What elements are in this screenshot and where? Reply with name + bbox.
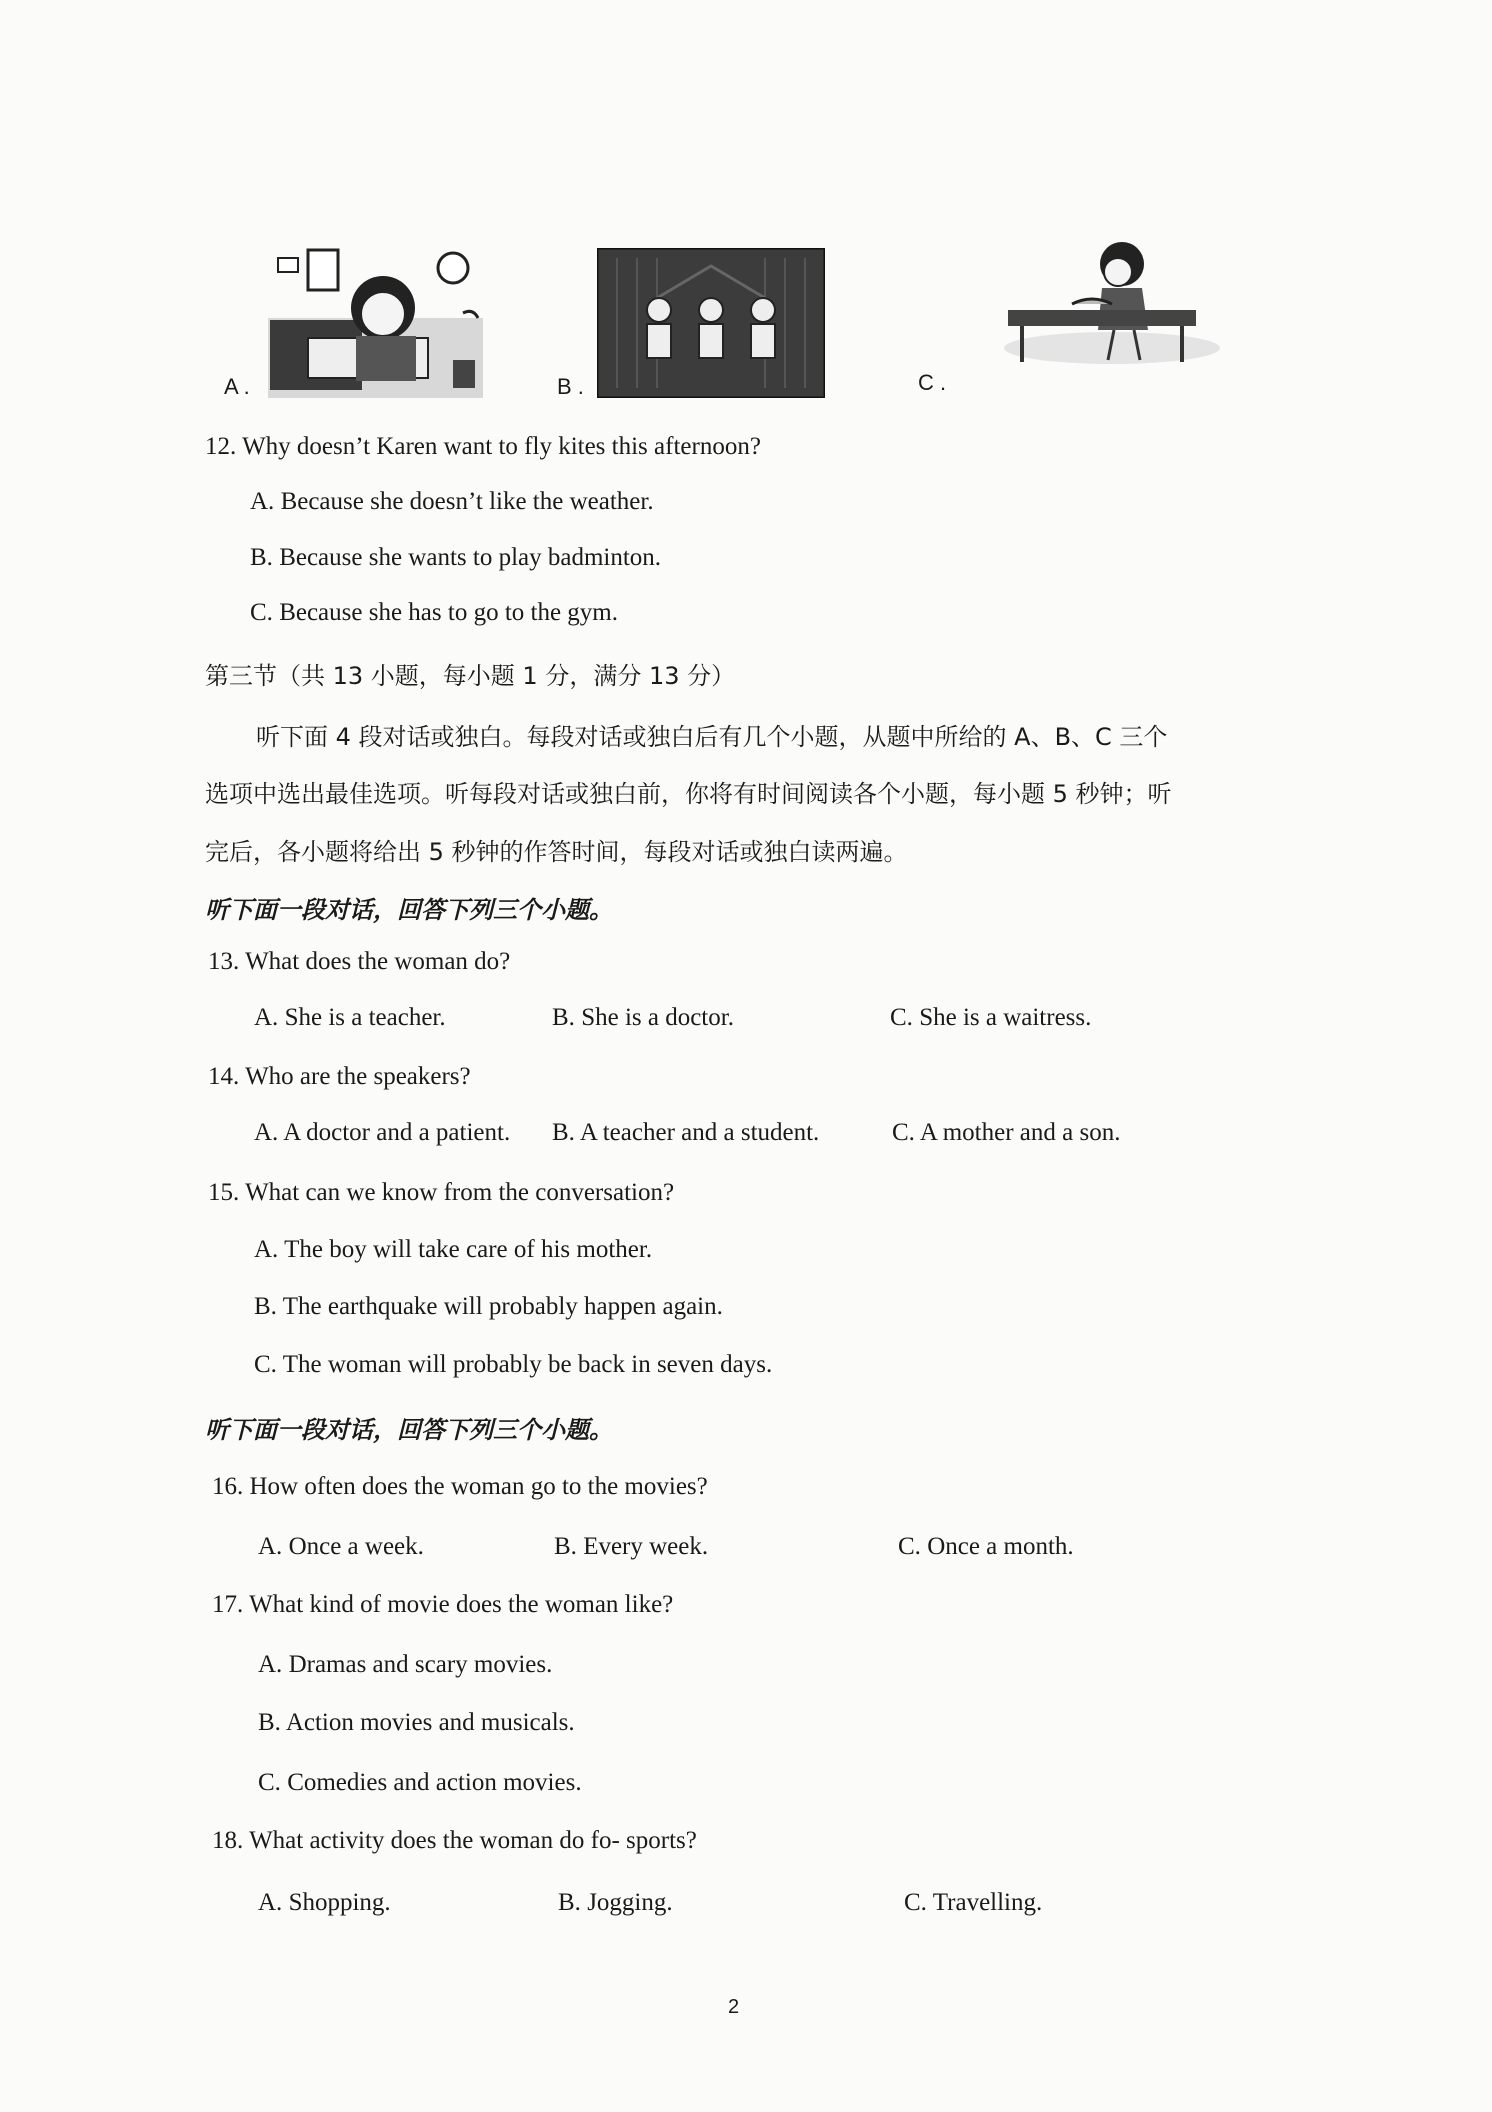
q17-option-b (258, 1708, 575, 1738)
picture-b-performance (597, 248, 825, 398)
option-letter: A. (258, 1889, 283, 1916)
option-text: A doctor and a patient. (283, 1119, 511, 1146)
option-text: Jogging. (587, 1889, 673, 1916)
option-text: The woman will probably be back in seven days. (282, 1351, 773, 1378)
q13-option-c (890, 1003, 1091, 1033)
question-16 (212, 1472, 708, 1502)
section-3-instructions-line-1: 听下面 4 段对话或独白。每段对话或独白后有几个小题，从题中所给的 A、B、C 三个 (256, 723, 1168, 751)
option-text: She is a waitress. (919, 1004, 1092, 1031)
q14-option-a (254, 1118, 510, 1148)
q15-option-c (254, 1350, 772, 1380)
section-3-instructions-line-2: 选项中选出最佳选项。听每段对话或独白前，你将有时间阅读各个小题，每小题 5 秒钟；听 (205, 780, 1172, 808)
clock-icon (438, 253, 468, 283)
option-letter: A. (254, 1236, 279, 1263)
q18-option-b (558, 1888, 673, 1918)
option-letter: C. (250, 599, 273, 626)
q12-option-b (250, 543, 661, 573)
question-number: 16. (212, 1473, 244, 1500)
option-text: Once a week. (288, 1533, 424, 1560)
option-letter: B. (552, 1119, 575, 1146)
option-text: Shopping. (288, 1889, 391, 1916)
option-letter: B. (552, 1004, 575, 1031)
question-14 (208, 1062, 471, 1092)
question-text: Why doesn’t Karen want to fly kites this afternoon? (242, 433, 761, 460)
option-letter: B. (250, 544, 273, 571)
question-text: What can we know from the conversation? (245, 1179, 675, 1206)
page-number: 2 (728, 1996, 740, 2018)
question-text: How often does the woman go to the movies? (249, 1473, 708, 1500)
option-text: Because she wants to play badminton. (279, 544, 662, 571)
section-3-instructions-line-3: 完后，各小题将给出 5 秒钟的作答时间，每段对话或独白读两遍。 (205, 838, 908, 866)
option-letter: B. (258, 1709, 281, 1736)
question-13 (208, 947, 510, 977)
table-icon (1008, 310, 1196, 326)
option-text: The boy will take care of his mother. (284, 1236, 653, 1263)
question-15 (208, 1178, 674, 1208)
option-letter: A. (254, 1004, 279, 1031)
q16-option-c (898, 1532, 1074, 1562)
question-number: 18. (212, 1827, 244, 1854)
option-letter: A. (258, 1651, 283, 1678)
q14-option-c (892, 1118, 1120, 1148)
option-letter: B. (254, 1293, 277, 1320)
option-text: Once a month. (927, 1533, 1074, 1560)
performer-1-icon (647, 298, 671, 322)
q13-option-b (552, 1003, 734, 1033)
q15-option-a (254, 1235, 652, 1265)
q12-option-c (250, 598, 618, 628)
dialogue-2-intro: 听下面一段对话，回答下列三个小题。 (205, 1416, 613, 1444)
performer-2-icon (699, 298, 723, 322)
option-text: The earthquake will probably happen again. (282, 1293, 723, 1320)
picture-c-label: C . (918, 370, 947, 395)
option-letter: B. (554, 1533, 577, 1560)
option-text: A mother and a son. (919, 1119, 1121, 1146)
option-text: She is a doctor. (581, 1004, 734, 1031)
option-letter: A. (250, 488, 275, 515)
option-letter: C. (254, 1351, 277, 1378)
option-text: Action movies and musicals. (285, 1709, 575, 1736)
option-letter: C. (904, 1889, 927, 1916)
q15-option-b (254, 1292, 723, 1322)
option-letter: B. (558, 1889, 581, 1916)
q18-option-c (904, 1888, 1042, 1918)
section-3-heading: 第三节（共 13 小题，每小题 1 分，满分 13 分） (205, 662, 736, 690)
option-letter: C. (892, 1119, 915, 1146)
option-text: A teacher and a student. (579, 1119, 820, 1146)
q14-option-b (552, 1118, 819, 1148)
option-letter: C. (258, 1769, 281, 1796)
question-17 (212, 1590, 673, 1620)
option-text: Travelling. (932, 1889, 1043, 1916)
question-text: What kind of movie does the woman like? (249, 1591, 674, 1618)
picture-a-label: A . (224, 374, 250, 399)
question-text: Who are the speakers? (245, 1063, 471, 1090)
calendar-icon (308, 250, 338, 290)
option-text: Every week. (583, 1533, 709, 1560)
q16-option-b (554, 1532, 708, 1562)
question-18 (212, 1826, 697, 1856)
picture-c-cleaning-table (1002, 238, 1222, 368)
q12-option-a (250, 487, 654, 517)
q17-option-a (258, 1650, 552, 1680)
question-number: 13. (208, 948, 240, 975)
option-text: Comedies and action movies. (287, 1769, 582, 1796)
question-number: 12. (205, 433, 237, 460)
question-12 (205, 432, 761, 462)
option-letter: C. (890, 1004, 913, 1031)
question-number: 14. (208, 1063, 240, 1090)
q18-option-a (258, 1888, 391, 1918)
option-letter: A. (254, 1119, 279, 1146)
performer-3-icon (751, 298, 775, 322)
q17-option-c (258, 1768, 582, 1798)
option-letter: A. (258, 1533, 283, 1560)
question-text: What does the woman do? (245, 948, 511, 975)
dialogue-1-intro: 听下面一段对话，回答下列三个小题。 (205, 896, 613, 924)
option-text: Because she has to go to the gym. (279, 599, 619, 626)
option-text: Because she doesn’t like the weather. (280, 488, 654, 515)
question-number: 15. (208, 1179, 240, 1206)
option-letter: C. (898, 1533, 921, 1560)
q16-option-a (258, 1532, 424, 1562)
picture-a-studying-girl (268, 248, 483, 398)
cup-icon (453, 360, 475, 388)
q13-option-a (254, 1003, 446, 1033)
option-text: Dramas and scary movies. (288, 1651, 553, 1678)
question-text: What activity does the woman do fo- sports? (249, 1827, 697, 1854)
picture-b-label: B . (557, 374, 584, 399)
question-number: 17. (212, 1591, 244, 1618)
option-text: She is a teacher. (284, 1004, 446, 1031)
